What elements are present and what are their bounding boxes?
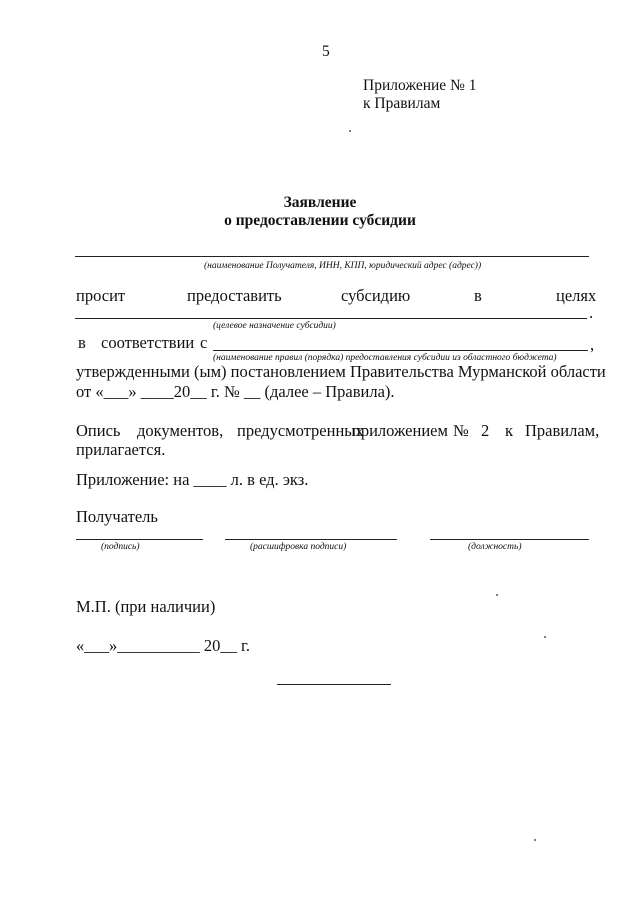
purpose-end-mark: . xyxy=(589,303,594,322)
signature-decoding-caption: (расшифровка подписи) xyxy=(250,542,347,552)
signature-line[interactable] xyxy=(76,539,203,540)
request-word-2: предоставить xyxy=(187,286,282,305)
appendix-number: Приложение № 1 xyxy=(363,77,477,94)
inventory-word-1: Опись xyxy=(76,421,121,440)
rules-line[interactable] xyxy=(213,350,588,351)
inventory-word-4: приложением xyxy=(352,421,448,440)
inventory-word-7: к xyxy=(505,421,514,440)
document-subtitle: о предоставлении субсидии xyxy=(224,212,416,229)
recipient-line[interactable] xyxy=(75,256,589,257)
request-word-5: целях xyxy=(556,286,597,305)
recipient-label: Получатель xyxy=(76,507,158,526)
position-line[interactable] xyxy=(430,539,589,540)
scan-speck xyxy=(544,636,546,638)
inventory-line-2: прилагается. xyxy=(76,440,166,459)
appendix-reference: к Правилам xyxy=(363,95,441,112)
accordance-word-2: соответствии xyxy=(101,333,195,352)
request-word-1: просит xyxy=(76,286,126,305)
accordance-word-1: в xyxy=(78,333,86,352)
inventory-word-2: документов, xyxy=(137,421,224,440)
accordance-word-3: с xyxy=(200,333,208,352)
inventory-word-8: Правилам, xyxy=(525,421,600,440)
inventory-word-6: 2 xyxy=(481,421,490,440)
request-word-4: в xyxy=(474,286,482,305)
inventory-word-5: № xyxy=(453,421,469,440)
final-date-line: «___»__________ 20__ г. xyxy=(76,636,251,655)
scan-speck xyxy=(496,594,498,596)
document-title: Заявление xyxy=(283,194,357,211)
purpose-line[interactable] xyxy=(75,318,587,319)
scan-speck xyxy=(534,839,536,841)
date-line: от «___» ____20__ г. № __ (далее – Правила). xyxy=(76,382,395,401)
closing-separator xyxy=(277,684,391,685)
approved-line: утвержденными (ым) постановлением Правительства Мурманской области xyxy=(76,362,606,381)
purpose-caption: (целевое назначение субсидии) xyxy=(213,321,336,331)
position-caption: (должность) xyxy=(468,542,522,552)
inventory-word-3: предусмотренных xyxy=(237,421,364,440)
signature-decoding-line[interactable] xyxy=(225,539,397,540)
stamp-line: М.П. (при наличии) xyxy=(76,597,216,616)
scan-speck xyxy=(349,130,351,132)
signature-caption: (подпись) xyxy=(101,542,140,552)
attachment-line: Приложение: на ____ л. в ед. экз. xyxy=(76,470,309,489)
page-number: 5 xyxy=(322,43,330,60)
rules-end-mark: , xyxy=(590,335,595,354)
recipient-caption: (наименование Получателя, ИНН, КПП, юридический адрес (адрес)) xyxy=(204,261,482,271)
request-word-3: субсидию xyxy=(341,286,411,305)
rules-caption: (наименование правил (порядка) предоставления субсидии из областного бюджета) xyxy=(213,353,557,363)
